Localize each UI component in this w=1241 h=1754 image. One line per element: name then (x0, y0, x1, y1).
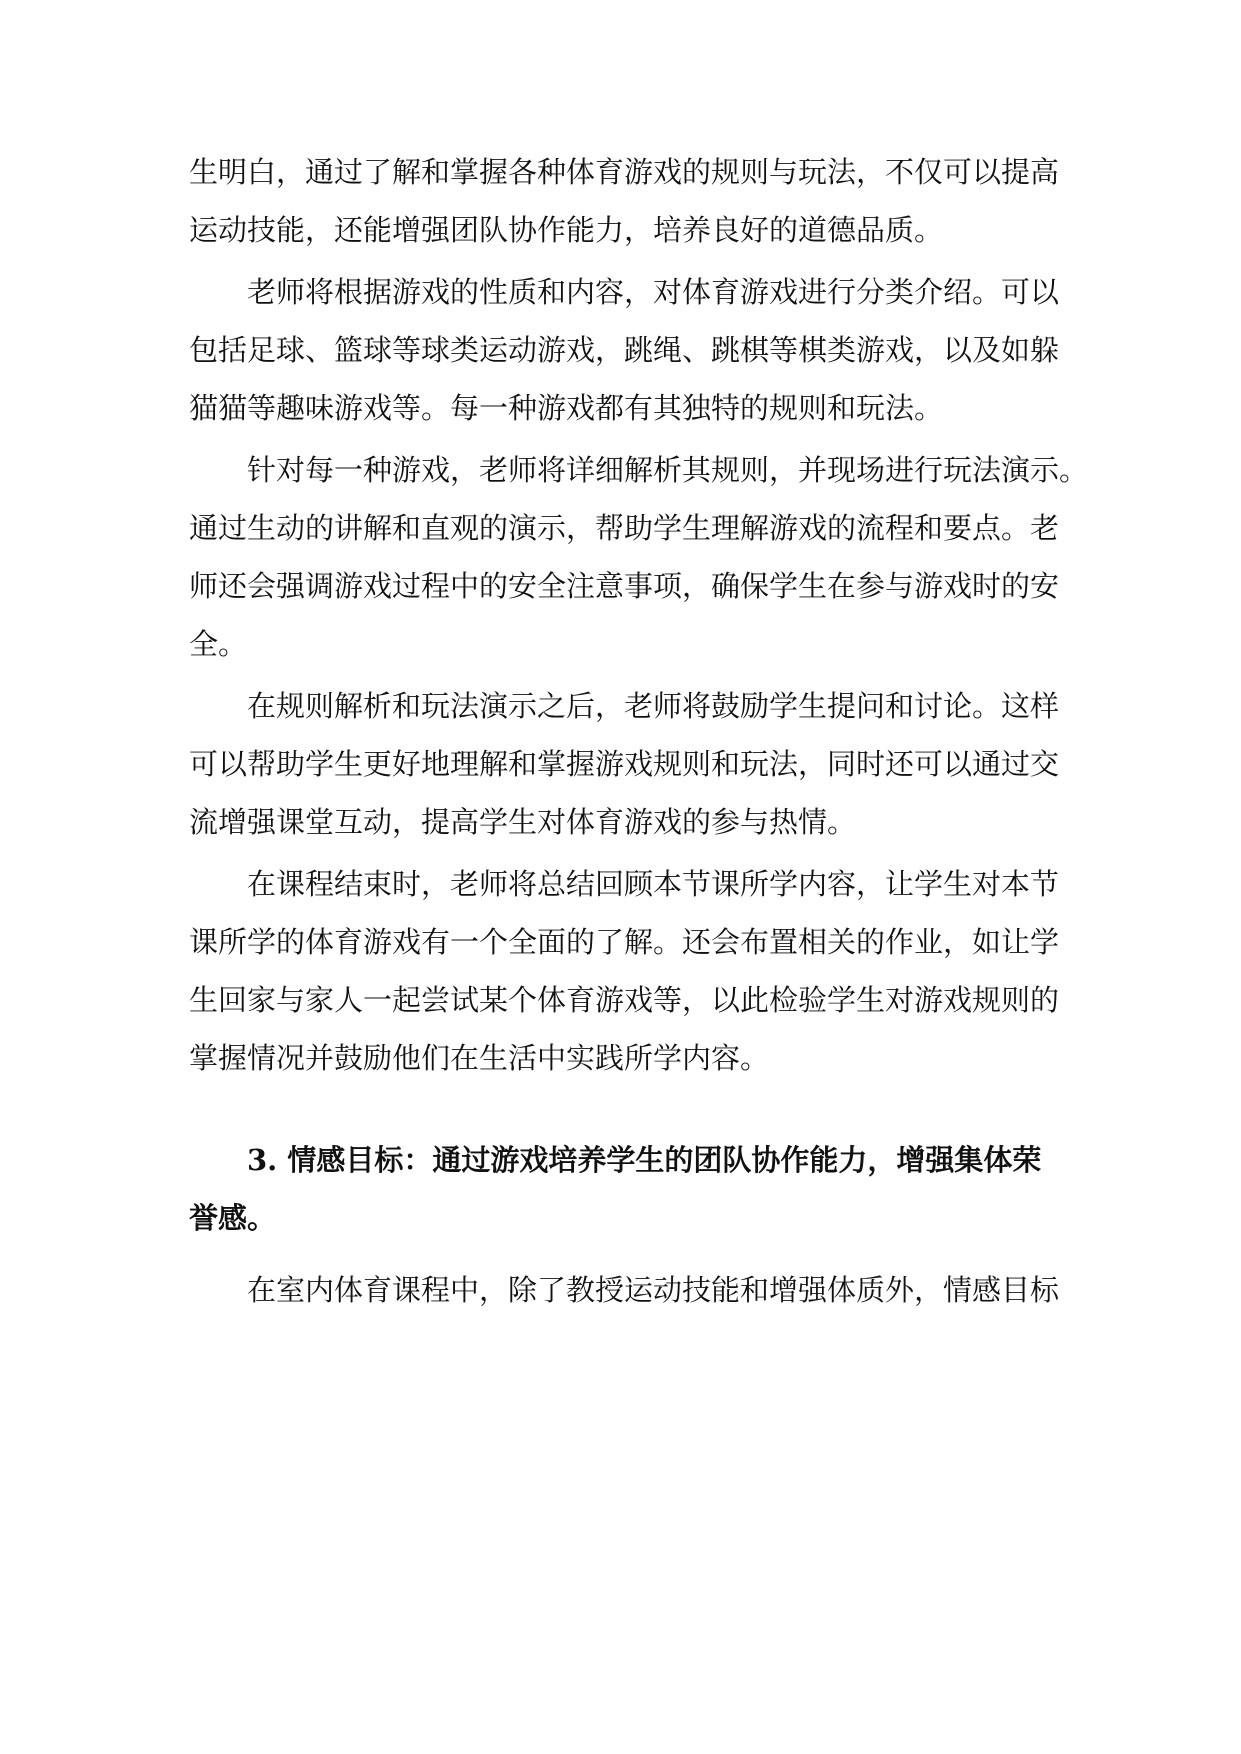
text-line: 老师将根据游戏的性质和内容，对体育游戏进行分类介绍。可以 (247, 275, 1060, 309)
paragraph (189, 1261, 1060, 1319)
paragraph (189, 677, 1060, 851)
text-line: 猫猫等趣味游戏等。每一种游戏都有其独特的规则和玩法。 (189, 391, 944, 425)
text-line: 师还会强调游戏过程中的安全注意事项，确保学生在参与游戏时的安 (189, 569, 1060, 603)
paragraph (189, 143, 1060, 259)
text-line: 可以帮助学生更好地理解和掌握游戏规则和玩法，同时还可以通过交 (189, 747, 1060, 781)
text-line: 流增强课堂互动，提高学生对体育游戏的参与热情。 (189, 805, 857, 839)
text-line: 包括足球、篮球等球类运动游戏，跳绳、跳棋等棋类游戏，以及如躲 (189, 333, 1060, 367)
text-line: 针对每一种游戏，老师将详细解析其规则，并现场进行玩法演示。 (247, 453, 1089, 487)
paragraph (189, 441, 1089, 673)
text-line: 掌握情况并鼓励他们在生活中实践所学内容。 (189, 1041, 770, 1075)
text-line: 在课程结束时，老师将总结回顾本节课所学内容，让学生对本节 (247, 867, 1060, 901)
document-body (189, 143, 1089, 1319)
heading-line: 誉感。 (189, 1201, 277, 1235)
paragraph (189, 855, 1060, 1087)
text-line: 生明白，通过了解和掌握各种体育游戏的规则与玩法，不仅可以提高 (189, 155, 1060, 189)
text-line: 运动技能，还能增强团队协作能力，培养良好的道德品质。 (189, 213, 944, 247)
text-line: 在规则解析和玩法演示之后，老师将鼓励学生提问和讨论。这样 (247, 689, 1060, 723)
heading-line: 3. 情感目标：通过游戏培养学生的团队协作能力，增强集体荣 (247, 1143, 1042, 1177)
text-line: 生回家与家人一起尝试某个体育游戏等，以此检验学生对游戏规则的 (189, 983, 1060, 1017)
paragraph (189, 263, 1060, 437)
text-line: 在室内体育课程中，除了教授运动技能和增强体质外，情感目标 (247, 1273, 1060, 1307)
section-heading (189, 1131, 1051, 1247)
text-line: 全。 (189, 627, 248, 661)
text-line: 课所学的体育游戏有一个全面的了解。还会布置相关的作业，如让学 (189, 925, 1060, 959)
text-line: 通过生动的讲解和直观的演示，帮助学生理解游戏的流程和要点。老 (189, 511, 1060, 545)
